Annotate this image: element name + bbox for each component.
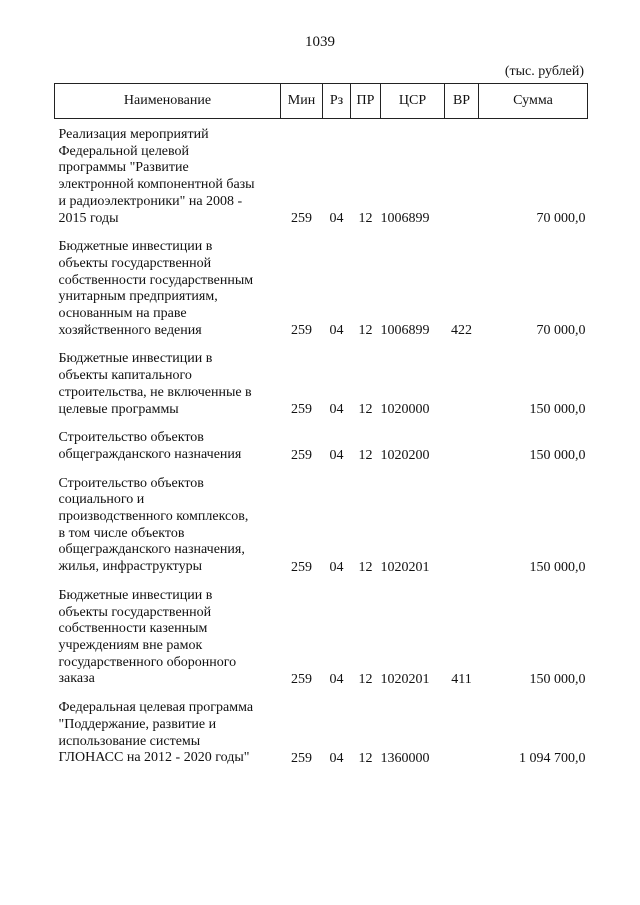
- row-min: 259: [291, 211, 312, 227]
- row-name-line: 2015 годы: [58, 210, 119, 226]
- row-min: 259: [291, 447, 312, 463]
- table-row: [55, 582, 588, 694]
- row-name: [55, 119, 281, 234]
- row-sum: 1 094 700,0: [519, 750, 586, 766]
- row-vr: [445, 345, 479, 424]
- table-row: [55, 694, 588, 773]
- row-sum: 150 000,0: [529, 559, 586, 575]
- units-note: (тыс. рублей): [504, 64, 584, 79]
- row-name-line: объекты капитального: [58, 368, 192, 384]
- table-row: [55, 424, 588, 469]
- header-pr: ПР: [351, 84, 381, 119]
- row-csr: 1020200: [380, 447, 430, 463]
- header-vr: ВР: [445, 84, 479, 119]
- row-name-line: Федеральной целевой: [58, 143, 190, 159]
- row-name-line: Федеральная целевая программа: [58, 700, 254, 716]
- row-name-line: в том числе объектов: [58, 525, 185, 541]
- row-name-line: электронной компонентной базы: [58, 177, 255, 193]
- row-name-line: жилья, инфраструктуры: [58, 559, 203, 575]
- row-pr: 12: [358, 323, 373, 339]
- header-rz: Рз: [323, 84, 351, 119]
- row-name-line: программы "Развитие: [58, 160, 189, 176]
- row-csr: 1020000: [380, 402, 430, 418]
- header-csr: ЦСР: [381, 84, 445, 119]
- row-min: 259: [291, 402, 312, 418]
- header-min: Мин: [281, 84, 323, 119]
- row-name-line: "Поддержание, развитие и: [58, 716, 217, 732]
- row-name-line: унитарным предприятиям,: [58, 289, 218, 305]
- row-vr: [445, 694, 479, 773]
- row-pr: 12: [358, 750, 373, 766]
- row-name-line: хозяйственного ведения: [58, 322, 202, 338]
- row-name-line: ГЛОНАСС на 2012 - 2020 годы": [58, 750, 250, 766]
- row-pr: 12: [358, 447, 373, 463]
- row-vr: [445, 470, 479, 582]
- row-name-line: строительства, не включенные в: [58, 384, 252, 400]
- table-body: [55, 119, 588, 773]
- header-sum: Сумма: [479, 84, 588, 119]
- row-name-line: производственного комплексов,: [58, 509, 249, 525]
- row-sum: 70 000,0: [536, 211, 586, 227]
- row-vr: 411: [451, 672, 472, 688]
- table-row: [55, 119, 588, 234]
- header-name: Наименование: [55, 84, 281, 119]
- row-sum: 150 000,0: [529, 672, 586, 688]
- row-rz: 04: [329, 402, 344, 418]
- row-sum: 70 000,0: [536, 323, 586, 339]
- row-csr: 1020201: [380, 559, 430, 575]
- row-pr: 12: [358, 559, 373, 575]
- row-name: [55, 470, 281, 582]
- row-name-line: общегражданского назначения: [58, 446, 242, 462]
- row-pr: 12: [358, 672, 373, 688]
- row-csr: 1006899: [380, 323, 430, 339]
- row-name-line: объекты государственной: [58, 255, 212, 271]
- row-min: 259: [291, 672, 312, 688]
- row-sum: 150 000,0: [529, 402, 586, 418]
- row-name-line: Строительство объектов: [58, 475, 204, 491]
- row-name-line: и радиоэлектроники" на 2008 -: [58, 193, 243, 209]
- row-vr: 422: [451, 323, 472, 339]
- row-pr: 12: [358, 211, 373, 227]
- row-name-line: государственного оборонного: [58, 654, 237, 670]
- row-csr: 1020201: [380, 672, 430, 688]
- row-rz: 04: [329, 750, 344, 766]
- row-vr: [445, 424, 479, 469]
- table-header-row: [55, 84, 588, 119]
- row-name: [55, 233, 281, 345]
- row-csr: 1360000: [380, 750, 430, 766]
- row-name: [55, 694, 281, 773]
- page-number: 1039: [305, 34, 335, 50]
- row-rz: 04: [329, 559, 344, 575]
- row-name: [55, 582, 281, 694]
- row-name-line: Строительство объектов: [58, 430, 204, 446]
- table-row: [55, 345, 588, 424]
- row-name-line: основанным на праве: [58, 306, 187, 322]
- row-name: [55, 345, 281, 424]
- row-name: [55, 424, 281, 469]
- row-rz: 04: [329, 211, 344, 227]
- row-min: 259: [291, 750, 312, 766]
- row-sum: 150 000,0: [529, 447, 586, 463]
- row-rz: 04: [329, 447, 344, 463]
- row-pr: 12: [358, 402, 373, 418]
- row-name-line: Бюджетные инвестиции в: [58, 351, 213, 367]
- table-row: [55, 470, 588, 582]
- row-name-line: Реализация мероприятий: [58, 127, 209, 142]
- row-name-line: Бюджетные инвестиции в: [58, 587, 213, 603]
- row-vr: [445, 119, 479, 234]
- budget-table: [54, 83, 588, 773]
- row-rz: 04: [329, 672, 344, 688]
- row-name-line: использование системы: [58, 733, 201, 749]
- row-name-line: собственности казенным: [58, 621, 208, 637]
- row-name-line: общегражданского назначения,: [58, 542, 245, 558]
- row-csr: 1006899: [380, 211, 430, 227]
- row-min: 259: [291, 323, 312, 339]
- row-rz: 04: [329, 323, 344, 339]
- table-row: [55, 233, 588, 345]
- row-name-line: заказа: [58, 671, 95, 687]
- row-name-line: учреждениям вне рамок: [58, 637, 203, 653]
- row-min: 259: [291, 559, 312, 575]
- row-name-line: объекты государственной: [58, 604, 212, 620]
- row-name-line: целевые программы: [58, 401, 179, 417]
- row-name-line: Бюджетные инвестиции в: [58, 239, 213, 255]
- row-name-line: социального и: [58, 492, 145, 508]
- row-name-line: собственности государственным: [58, 272, 254, 288]
